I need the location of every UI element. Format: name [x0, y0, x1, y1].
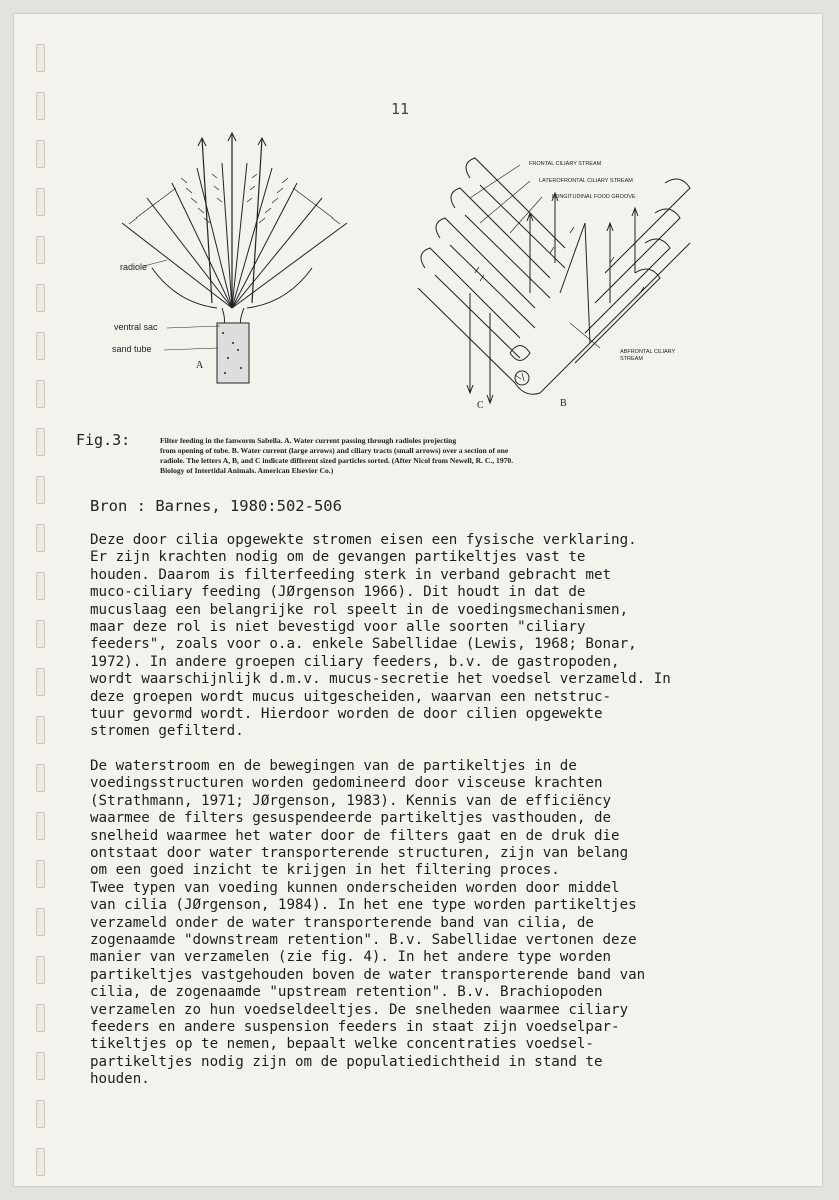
- binding-hole: [36, 236, 45, 264]
- binding-hole: [36, 140, 45, 168]
- binding-hole: [36, 716, 45, 744]
- text-line: stromen gefilterd.: [90, 723, 244, 740]
- text-line: om een goed inzicht te krijgen in het filtering proces.: [90, 862, 560, 879]
- text-line: cilia, de zogenaamde "upstream retention". B.v. Brachiopoden: [90, 984, 603, 1001]
- label-frontal-stream: FRONTAL CILIARY STREAM: [529, 161, 602, 167]
- label-ventral-sac: ventral sac: [114, 322, 158, 332]
- binding-hole: [36, 188, 45, 216]
- binding-hole: [36, 860, 45, 888]
- text-line: zogenaamde "downstream retention". B.v. Sabellidae vertonen deze: [90, 931, 637, 948]
- text-line: houden. Daarom is filterfeeding sterk in verband gebracht met: [90, 566, 612, 583]
- text-line: mucuslaag een belangrijke rol speelt in de voedingsmechanismen,: [90, 601, 629, 618]
- text-line: voedingsstructuren worden gedomineerd door visceuse krachten: [90, 775, 603, 792]
- text-line: Er zijn krachten nodig om de gevangen partikeltjes vast te: [90, 549, 586, 566]
- text-line: (Strathmann, 1971; JØrgenson, 1983). Kennis van de efficiëncy: [90, 792, 612, 809]
- caption-line: from opening of tube. B. Water current (large arrows) and ciliary tracts (small arrows) over a section of one: [160, 446, 509, 455]
- text-line: partikeltjes vastgehouden boven de water transporterende band van: [90, 966, 646, 983]
- body-text: [90, 532, 790, 1106]
- figure-sabella: [92, 128, 712, 428]
- binding-hole: [36, 44, 45, 72]
- caption-line: Filter feeding in the fanworm Sabella. A. Water current passing through radioles projecting: [160, 436, 457, 445]
- figure-caption: [160, 436, 580, 476]
- binding-hole: [36, 572, 45, 600]
- text-line: van cilia (JØrgenson, 1984). In het ene type worden partikeltjes: [90, 897, 637, 914]
- binding-hole: [36, 1148, 45, 1176]
- text-line: waarmee de filters gesuspendeerde partikeltjes vasthouden, de: [90, 810, 612, 827]
- binding-hole: [36, 764, 45, 792]
- binding-hole: [36, 668, 45, 696]
- binding-hole: [36, 956, 45, 984]
- source-citation: Bron : Barnes, 1980:502-506: [90, 497, 342, 515]
- binding-hole: [36, 284, 45, 312]
- paragraph-1: [90, 532, 790, 741]
- page-number: 11: [391, 100, 410, 118]
- binding-hole: [36, 380, 45, 408]
- text-line: tuur gevormd wordt. Hierdoor worden de door cilien opgewekte: [90, 706, 603, 723]
- binding-hole: [36, 908, 45, 936]
- label-letter-a: A: [196, 360, 204, 371]
- text-line: muco-ciliary feeding (JØrgenson 1966). Dit houdt in dat de: [90, 584, 586, 601]
- text-line: wordt waarschijnlijk d.m.v. mucus-secretie het voedsel verzameld. In: [90, 671, 671, 688]
- label-laterofrontal-stream: LATEROFRONTAL CILIARY STREAM: [539, 178, 633, 184]
- binding-hole: [36, 1004, 45, 1032]
- text-line: feeders", zoals voor o.a. enkele Sabellidae (Lewis, 1968; Bonar,: [90, 636, 637, 653]
- text-line: Twee typen van voeding kunnen onderscheiden worden door middel: [90, 879, 620, 896]
- text-line: tikeltjes op te nemen, bepaalt welke concentraties voedsel-: [90, 1036, 594, 1053]
- text-line: maar deze rol is niet bevestigd voor alle soorten "ciliary: [90, 619, 586, 636]
- binding-hole: [36, 92, 45, 120]
- label-radiole: radiole: [120, 262, 148, 272]
- text-line: 1972). In andere groepen ciliary feeders, b.v. de gastropoden,: [90, 653, 620, 670]
- text-line: manier van verzamelen (zie fig. 4). In het andere type worden: [90, 949, 612, 966]
- caption-line: Biology of Intertidal Animals. American Elsevier Co.): [160, 466, 334, 475]
- text-line: feeders en andere suspension feeders in staat zijn voedselpar-: [90, 1018, 620, 1035]
- binding-hole: [36, 812, 45, 840]
- text-line: snelheid waarmee het water door de filters gaat en de druk die: [90, 827, 620, 844]
- binding-hole: [36, 476, 45, 504]
- figure-number: Fig.3:: [76, 431, 131, 449]
- text-line: houden.: [90, 1071, 150, 1088]
- label-food-groove: LONGITUDINAL FOOD GROOVE: [552, 194, 636, 200]
- binding-hole: [36, 1100, 45, 1128]
- text-line: verzamelen zo hun voedseldeeltjes. De snelheden waarmee ciliary: [90, 1001, 629, 1018]
- binding-hole: [36, 524, 45, 552]
- text-line: partikeltjes nodig zijn om de populatiedichtheid in stand te: [90, 1053, 603, 1070]
- caption-line: radiole. The letters A, B, and C indicate different sized particles sorted. (After Nicol from Newell, R. C., 1970.: [160, 456, 514, 465]
- binding-hole: [36, 332, 45, 360]
- binding-hole: [36, 1052, 45, 1080]
- label-sand-tube: sand tube: [112, 344, 152, 354]
- binding-hole: [36, 620, 45, 648]
- label-abfrontal-stream: ABFRONTAL CILIARY STREAM: [620, 349, 676, 362]
- text-line: verzameld onder de water transporterende band van cilia, de: [90, 914, 594, 931]
- label-letter-b: B: [560, 398, 567, 409]
- label-letter-c: C: [477, 400, 484, 411]
- text-line: De waterstroom en de bewegingen van de partikeltjes in de: [90, 757, 577, 774]
- binding-hole: [36, 428, 45, 456]
- paragraph-2: [90, 758, 790, 1089]
- text-line: deze groepen wordt mucus uitgescheiden, waarvan een netstruc-: [90, 688, 612, 705]
- text-line: Deze door cilia opgewekte stromen eisen een fysische verklaring.: [90, 532, 637, 548]
- text-line: ontstaat door water transporterende structuren, zijn van belang: [90, 844, 629, 861]
